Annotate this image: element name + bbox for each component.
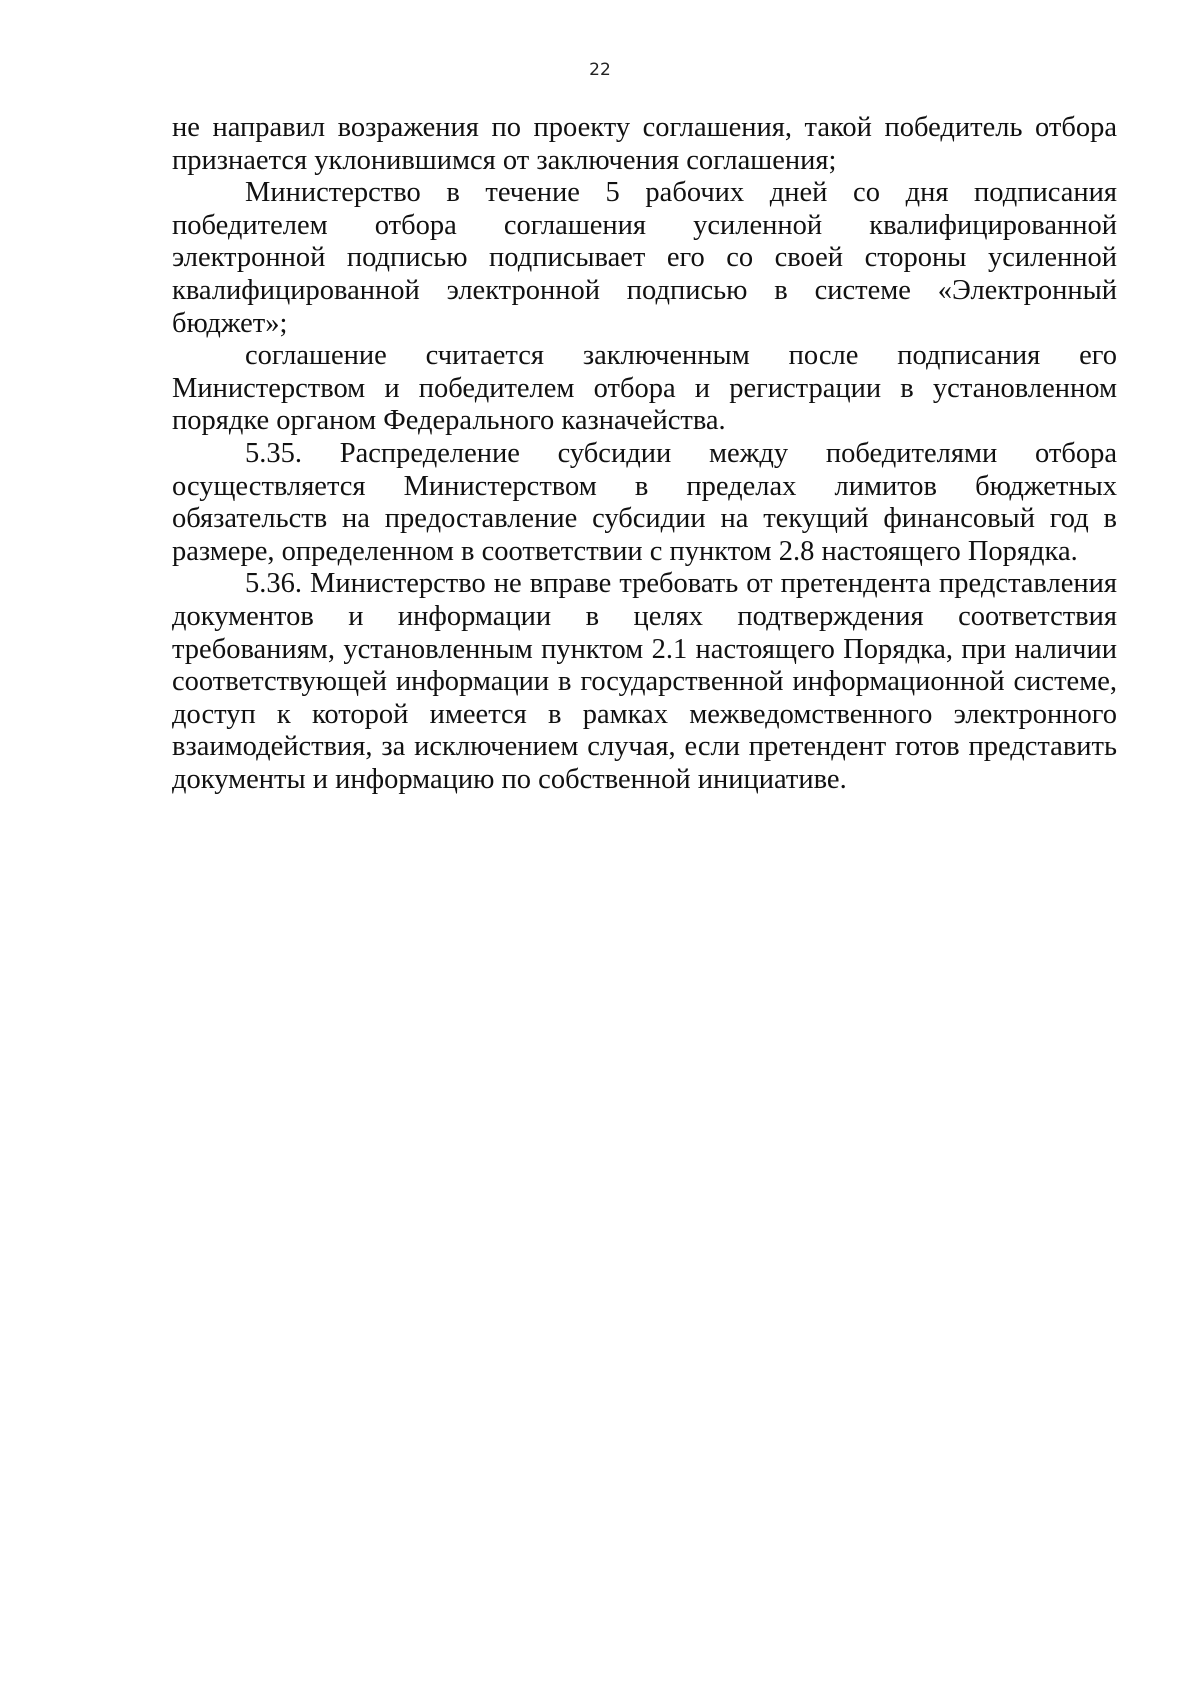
paragraph-5-35: 5.35. Распределение субсидии между победителями отбора осуществляется Министерством в пределах лимитов бюджетных обязательств на предоставление субсидии на текущий финансовый год в размере, определенном в соответствии с пунктом 2.8 настоящего Порядка. xyxy=(172,437,1117,567)
paragraph-continuation: не направил возражения по проекту соглашения, такой победитель отбора признается уклонившимся от заключения соглашения; xyxy=(172,112,1117,176)
page-number: 22 xyxy=(589,60,611,80)
paragraph-ministry-signing: Министерство в течение 5 рабочих дней со дня подписания победителем отбора соглашения усиленной квалифицированной электронной подписью подписывает его со своей стороны усиленной квалифицированной электронной подписью в системе «Электронный бюджет»; xyxy=(172,177,1117,339)
document-body xyxy=(172,112,1117,796)
paragraph-5-36: 5.36. Министерство не вправе требовать от претендента представления документов и информации в целях подтверждения соответствия требованиям, установленным пунктом 2.1 настоящего Порядка, при наличии соответствующей информации в государственной информационной системе, доступ к которой имеется в рамках межведомственного электронного взаимодействия, за исключением случая, если претендент готов представить документы и информацию по собственной инициативе. xyxy=(172,568,1117,795)
paragraph-agreement-concluded: соглашение считается заключенным после подписания его Министерством и победителем отбора и регистрации в установленном порядке органом Федерального казначейства. xyxy=(172,340,1117,437)
